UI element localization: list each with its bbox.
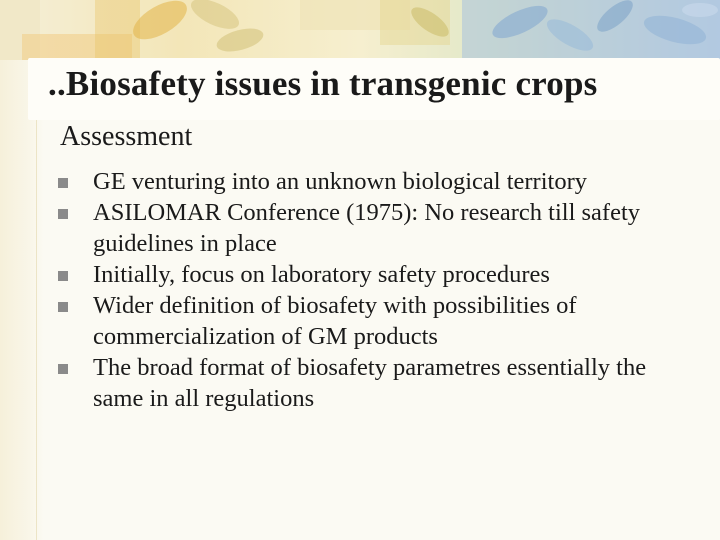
bullet-item (58, 197, 698, 259)
square-bullet-icon (58, 271, 68, 281)
bullet-item (58, 290, 698, 352)
slide-title: ..Biosafety issues in transgenic crops (48, 64, 598, 103)
square-bullet-icon (58, 209, 68, 219)
bullet-text: Initially, focus on laboratory safety procedures (93, 261, 550, 288)
bullet-text: The broad format of biosafety parametres essentially the same in all regulations (93, 354, 647, 412)
square-bullet-icon (58, 302, 68, 312)
bullet-item (58, 352, 698, 414)
bullet-item (58, 166, 698, 197)
bullet-item (58, 259, 698, 290)
square-bullet-icon (58, 178, 68, 188)
square-bullet-icon (58, 364, 68, 374)
slide-subtitle: Assessment (60, 121, 193, 152)
left-margin-wash (0, 60, 44, 540)
bullet-text: ASILOMAR Conference (1975): No research till safety guidelines in place (93, 199, 641, 257)
bullet-text: Wider definition of biosafety with possibilities of commercialization of GM products (93, 292, 577, 350)
bullet-text: GE venturing into an unknown biological territory (93, 168, 587, 195)
decorative-leaf-banner (0, 0, 720, 60)
left-margin-line (36, 60, 37, 540)
bullet-list (58, 166, 698, 414)
